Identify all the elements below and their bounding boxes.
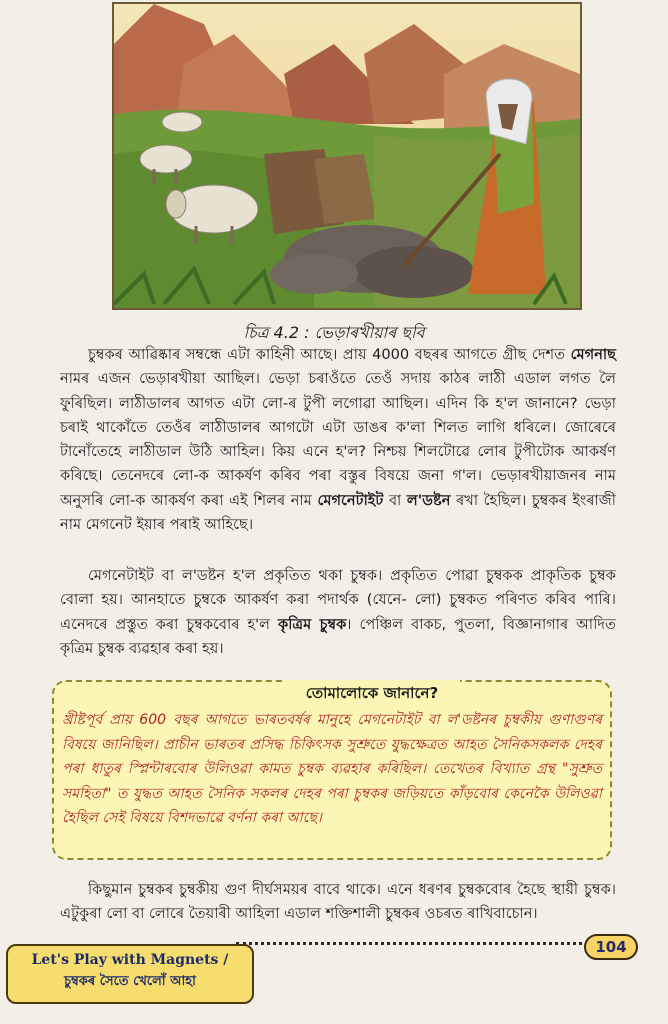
bold-term: কৃত্ৰিম চুম্বক bbox=[277, 615, 347, 633]
footer-divider bbox=[236, 942, 582, 945]
text-run: । পেঞ্চিল বাকচ, পুতলা, বিজ্ঞানাগাৰ আদিত কৃত্ৰিম চুম্বক ব্যৱহাৰ কৰা হয়। bbox=[60, 615, 616, 657]
text-run: নামৰ এজন ভেড়াৰখীয়া আছিল। ভেড়া চৰাওঁতে তেওঁ সদায় কাঠৰ লাঠী এডাল লগত লৈ ফুৰিছিল। লাঠীডালৰ আগত এটা লো-ৰ টুপী লগোৱা আছিল। এদিন কি হ'ল জানানে? ভেড়া চৰাই থাকোঁতে তেওঁৰ লাঠীডালৰ আগটো এটা ডাঙৰ ক'লা শিলত লাগি ধৰিলে। জোৰেৰে টানোঁতেহে লাঠীডাল উঠি আহিল। কিয় এনে হ'ল? নিশ্চয় শিলটোৱে লোৰ টুপীটোক আকৰ্ষণ কৰিছে। তেনেদৰে লো-ক আকৰ্ষণ কৰিব পৰা বস্তুৰ বিষয়ে জনা গ'ল। ভেড়াৰখীয়াজনৰ নাম অনুসৰি লো-ক আকৰ্ষণ কৰা এই শিলৰ নাম bbox=[60, 370, 616, 509]
did-you-know-box bbox=[52, 680, 612, 860]
bold-term: মেগনাছ bbox=[570, 346, 616, 363]
text-run: ৰখা হৈছিল। চুম্বকৰ ইংৰাজী নাম মেগনেট ইয়াৰ পৰাই আহিছে। bbox=[60, 491, 616, 534]
shepherd-illustration bbox=[112, 2, 582, 310]
text-run: মেগনেটাইট বা ল'ডষ্টন হ'ল প্ৰকৃতিত থকা চুম্বক। প্ৰকৃতিত পোৱা চুম্বকক প্ৰাকৃতিক চুম্বক বোলা হয়। আনহাতে চুম্বকে আকৰ্ষণ কৰা পদাৰ্থক (যেনে- লো) চুম্বকত পৰিণত কৰিব পাৰি। এনেদৰে প্ৰস্তুত কৰা চুম্বকবোৰ হ'ল bbox=[60, 567, 616, 633]
text-run: চুম্বকৰ আৱিষ্কাৰ সম্বন্ধে এটা কাহিনী আছে। প্ৰায় 4000 বছৰৰ আগতে গ্ৰীছ দেশত bbox=[88, 346, 571, 363]
paragraph-natural-artificial-magnets bbox=[60, 564, 616, 661]
shepherd-scene bbox=[114, 4, 580, 308]
bold-term: মেগনেটাইট bbox=[317, 491, 384, 509]
text-run: কিছুমান চুম্বকৰ চুম্বকীয় গুণ দীৰ্ঘসময়ৰ বাবে থাকে। এনে ধৰণৰ চুম্বকবোৰ হৈছে স্থায়ী চুম্বক। এটুকুৰা লো বা লোৰে তৈয়াৰী আহিলা এডাল শক্তিশালী চুম্বকৰ ওচৰত ৰাখিবাচোন। bbox=[60, 881, 616, 923]
did-you-know-title: তোমালোকে জানানে? bbox=[284, 680, 460, 706]
figure-caption: চিত্ৰ 4.2 : ভেড়াৰখীয়াৰ ছবি bbox=[243, 323, 425, 342]
chapter-label bbox=[6, 944, 254, 1004]
paragraph-story bbox=[60, 343, 616, 537]
chapter-title-assamese: চুম্বকৰ সৈতে খেলোঁ আহা bbox=[64, 974, 196, 989]
page-number: 104 bbox=[584, 934, 638, 960]
text-run: বা bbox=[383, 491, 407, 509]
paragraph-permanent-magnets bbox=[60, 878, 616, 927]
chapter-title-english: Let's Play with Magnets / bbox=[31, 952, 229, 968]
bold-term: ল'ডষ্টন bbox=[406, 491, 451, 509]
did-you-know-text: খ্ৰীষ্টপূৰ্ব প্ৰায় 600 বছৰ আগতে ভাৰতবৰ্ষৰ মানুহে মেগনেটাইট বা ল'ডষ্টনৰ চুম্বকীয় গুণাগুণৰ বিষয়ে জানিছিল। প্ৰাচীন ভাৰতৰ প্ৰসিদ্ধ চিকিৎসক সুশ্ৰুতে যুদ্ধক্ষেত্ৰত আহত সৈনিকসকলক দেহৰ পৰা ধাতুৰ স্প্লিন্টাৰবোৰ উলিওৱা কামত চুম্বক ব্যৱহাৰ কৰিছিল। তেখেতৰ বিখ্যাত গ্ৰন্থ "সুশ্ৰুত সমহিতা" ত যুদ্ধত আহত সৈনিক সকলৰ দেহৰ পৰা চুম্বকৰ জড়িয়তে কাঁড়বোৰ কেনেকৈ উলিওৱা হৈছিল সেই বিষয়ে বিশদভাৱে বৰ্ণনা কৰা আছে। bbox=[62, 712, 602, 826]
